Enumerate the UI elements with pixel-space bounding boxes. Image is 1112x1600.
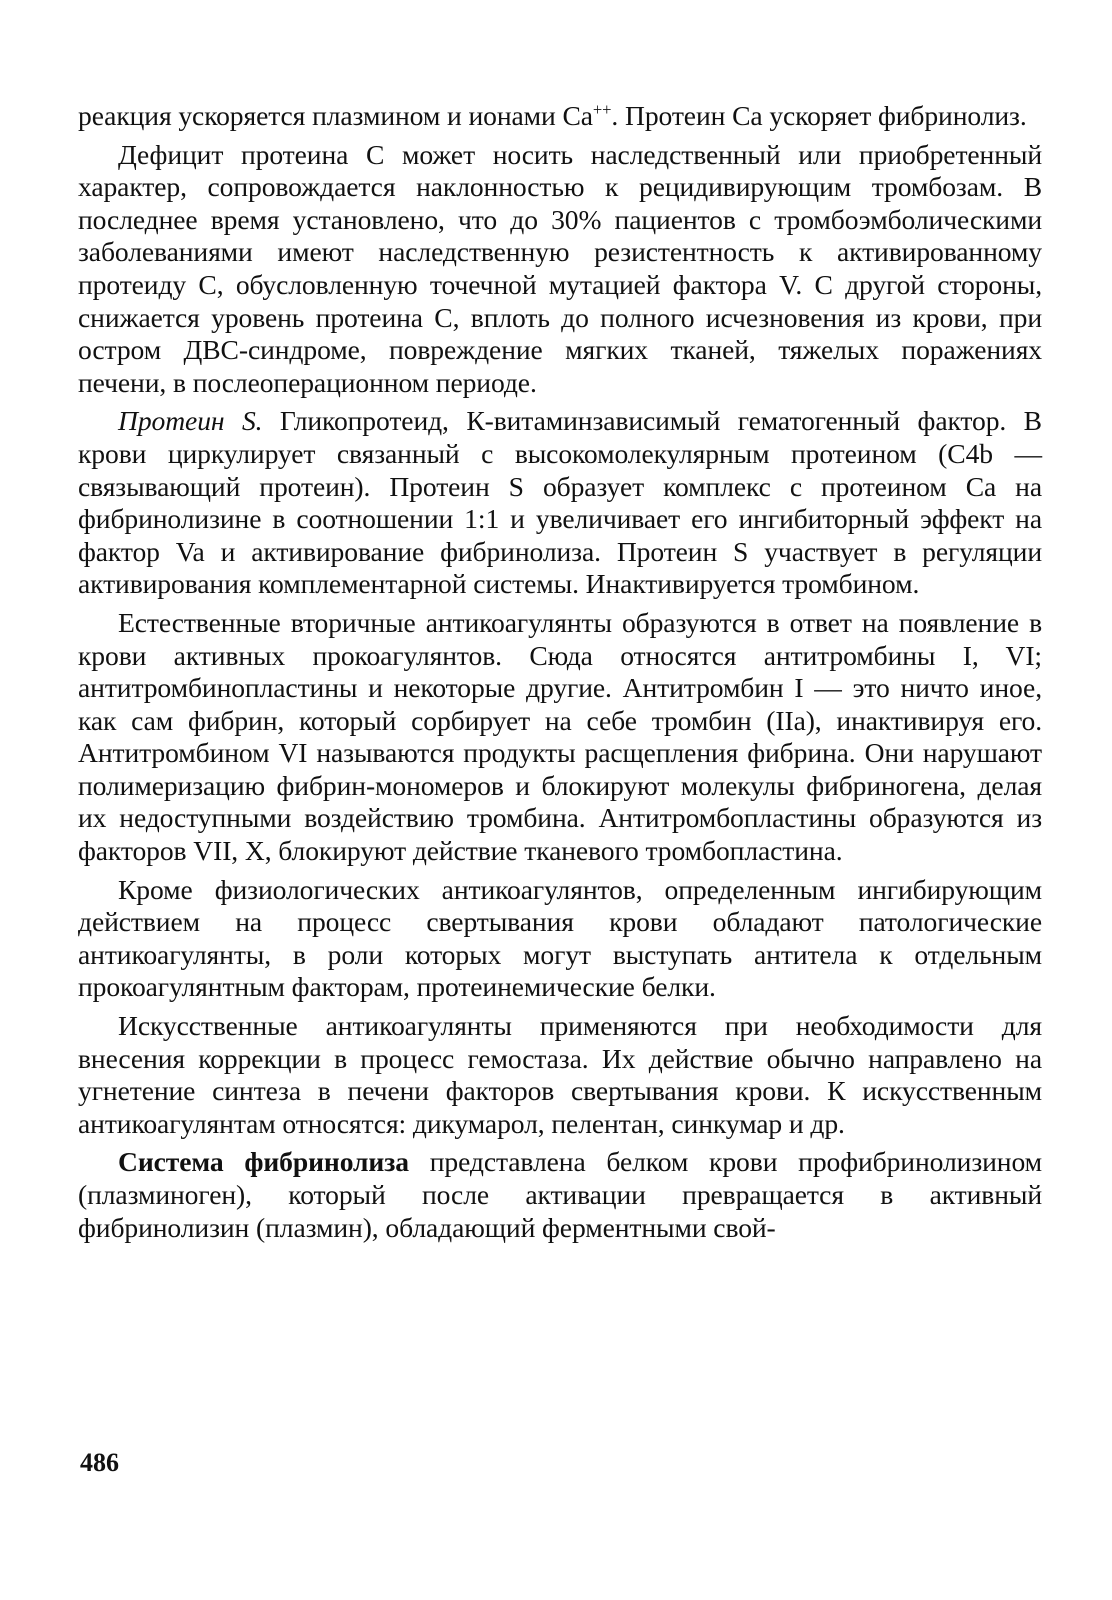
paragraph-7-text: представлена белком крови профибринолизином (плазминоген), который после активации превращается в активный фибринолизин (плазмин), обладающий ферментными свой- [78,1146,1042,1243]
paragraph-1-text-a: реакция ускоряется плазмином и ионами Са [78,100,593,131]
paragraph-3-lead: Протеин S. [118,405,263,437]
paragraph-2 [78,139,1042,400]
page-body [78,100,1042,1250]
page-number: 486 [80,1448,119,1477]
paragraph-4-text: Естественные вторичные антикоагулянты образуются в ответ на появление в крови активных прокоагулянтов. Сюда относятся антитромбины I, VI; антитромбинопластины и некоторые другие. Антитромбин I — это ничто иное, как сам фибрин, который сорбирует на себе тромбин (IIа), инактивируя его. Антитромбином VI называются продукты расщепления фибрина. Они нарушают полимеризацию фибрин-мономеров и блокируют молекулы фибриногена, делая их недоступными воздействию тромбина. Антитромбопластины образуются из факторов VII, X, блокируют действие тканевого тромбопластина. [78,606,1042,867]
calcium-charge-superscript: ++ [592,99,612,119]
paragraph-5-text: Кроме физиологических антикоагулянтов, определенным ингибирующим действием на процесс свертывания крови обладают патологические антикоагулянты, в роли которых могут выступать антитела к отдельным прокоагулянтным факторам, протеинемические белки. [78,873,1042,1003]
paragraph-3 [78,405,1042,601]
paragraph-3-text: Гликопротеид, К-витаминзависимый гематогенный фактор. В крови циркулирует связанный с высокомолекулярным протеином (С4b — связывающий протеин). Протеин S образует комплекс с протеином Са на фибринолизине в соотношении 1:1 и увеличивает его ингибиторный эффект на фактор Va и активирование фибринолиза. Протеин S участвует в регуляции активирования комплементарной системы. Инактивируется тромбином. [78,405,1042,600]
paragraph-7 [78,1146,1042,1244]
paragraph-6 [78,1010,1042,1140]
paragraph-1-text-b: . Протеин Са ускоряет фибринолиз. [611,100,1027,131]
paragraph-5 [78,874,1042,1004]
paragraph-2-text: Дефицит протеина С может носить наследственный или приобретенный характер, сопровождается наклонностью к рецидивирующим тромбозам. В последнее время установлено, что до 30% пациентов с тромбоэмболическими заболеваниями имеют наследственную резистентность к активированному протеиду С, обусловленную точечной мутацией фактора V. С другой стороны, снижается уровень протеина С, вплоть до полного исчезновения из крови, при остром ДВС-синдроме, повреждение мягких тканей, тяжелых поражениях печени, в послеоперационном периоде. [78,138,1042,398]
paragraph-4 [78,607,1042,868]
paragraph-7-lead: Система фибринолиза [118,1146,409,1178]
paragraph-6-text: Искусственные антикоагулянты применяются при необходимости для внесения коррекции в процесс гемостаза. Их действие обычно направлено на угнетение синтеза в печени факторов свертывания крови. К искусственным антикоагулянтам относятся: дикумарол, пелентан, синкумар и др. [78,1010,1042,1139]
paragraph-1 [78,100,1042,133]
